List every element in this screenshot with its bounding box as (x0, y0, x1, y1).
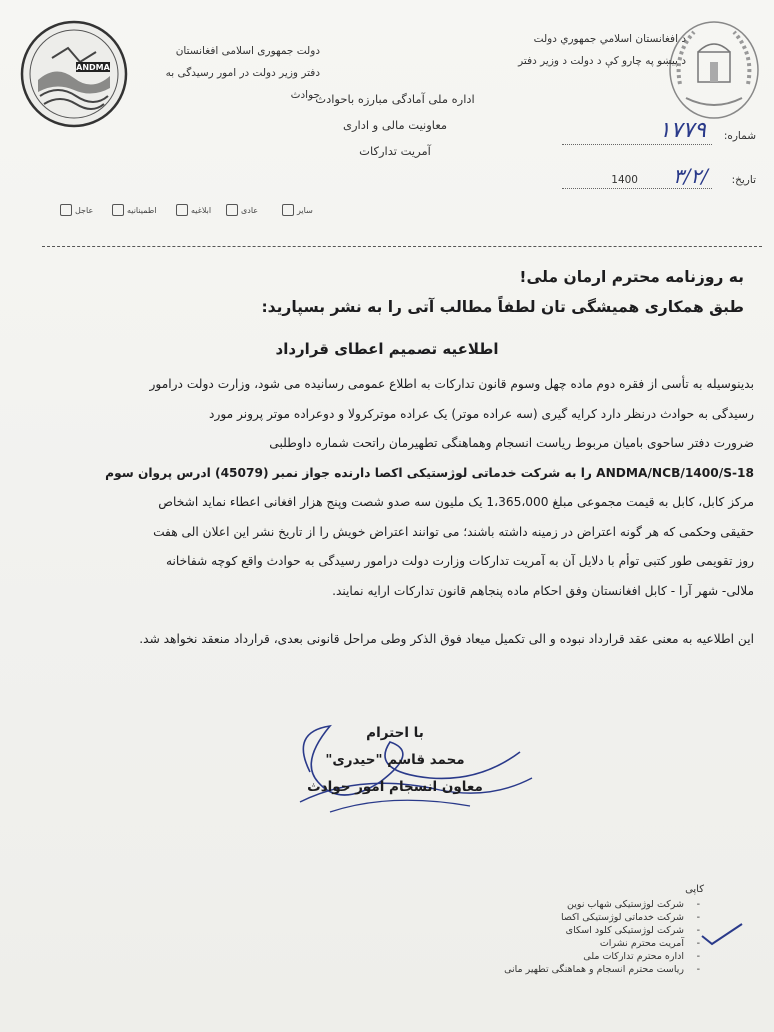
signature-greeting: با احترام (366, 725, 424, 741)
addressee: به روزنامه محترم ارمان ملی! (519, 268, 744, 286)
publication-request: طبق همکاری همیشگی تان لطفاً مطالب آتی را به نشر بسپارید: (261, 298, 744, 316)
body-line: ملالی- شهر آرا - کابل افغانستان وفق احکام ماده پنجاهم قانون تدارکات ارایه نمایند. (332, 583, 754, 598)
body-line: بدینوسیله به تأسی از فقره دوم ماده چهل وسوم قانون تدارکات به اطلاع عمومی رسانیده می شود، وزارت دولت درامور (149, 377, 754, 391)
checkbox-urgent[interactable] (60, 204, 93, 216)
addressee-block (44, 262, 744, 322)
checkbox-label: عادی (241, 205, 259, 215)
checkbox-label: اطمینانیه (127, 205, 157, 215)
signatory-title: معاون انسجام امور حوادث (307, 779, 483, 795)
classification-checkboxes (60, 204, 320, 224)
letter-subject: اطلاعیه تصمیم اعطای قرارداد (275, 340, 499, 358)
copy-recipient: - شرکت لوژستیکی شهاب نوین (444, 898, 684, 911)
closing-note: این اطلاعیه به معنی عقد قرارداد نبوده و الی تکمیل میعاد فوق الذکر وطی مراحل قانونی بعدی، قرارداد منعقد نخواهد شد. (139, 632, 754, 646)
department-name: اداره ملی آمادگی مبارزه باحوادث (315, 92, 475, 106)
andma-logo-icon (18, 18, 130, 130)
copy-recipient: - شرکت خدماتی لوژستیکی اکصا (444, 911, 684, 924)
date-handwritten: ۳/۲/ (673, 164, 708, 188)
copy-recipient: - آمریت محترم نشرات (444, 937, 684, 950)
header-right-line1: د افغانستان اسلامي جمهوري دولت (533, 33, 686, 45)
header-left-line2: دفتر وزیر دولت در امور رسیدگی به حوادث (165, 67, 320, 101)
copy-recipient: - ریاست محترم انسجام و هماهنگی تطهیر مانی (444, 963, 684, 976)
body-line: رسیدگی به حوادث درنظر دارد کرایه گیری (سه عراده موتر) یک عراده موترکرولا و دوعراده موتر پرونر مورد (209, 406, 754, 421)
letter-body (36, 370, 754, 606)
header-left-line1: دولت جمهوری اسلامی افغانستان (175, 45, 320, 57)
header-left (140, 40, 320, 106)
copy-recipient: - اداره محترم تدارکات ملی (444, 950, 684, 963)
reference-number: ۱۷۷۹ (658, 118, 706, 143)
signatory-name: محمد قاسم "حیدری" (325, 752, 465, 768)
header-right-line2: د پيښو په چارو کې د دولت د وزير دفتر (518, 55, 686, 67)
checkbox-assurance[interactable] (112, 204, 156, 216)
date-year: 1400 (611, 174, 638, 186)
copy-recipient: - شرکت لوژستیکی کلود اسکای (444, 924, 684, 937)
body-line: حقیقی وحکمی که هر گونه اعتراض در زمینه داشته باشند؛ می توانند اعتراض خویش را از تاریخ نشر این اعلان الی هفت (153, 524, 754, 539)
copies-title: کاپی (685, 884, 704, 895)
copies-list (444, 884, 684, 976)
checkbox-normal[interactable] (226, 204, 258, 216)
header-divider (42, 246, 762, 247)
body-line: مرکز کابل، کابل به قیمت مجموعی مبلغ 1،365،000 یک ملیون سه صدو شصت وپنج هزار افغانی اعطاء نماید اشخاص (158, 495, 754, 509)
header-center (300, 86, 490, 164)
date-row (536, 164, 756, 194)
body-line: روز تقویمی طور کتبی توأم با دلایل آن به آمریت تدارکات وزارت دولت درامور رسیدگی به حوادث واقع کوچه شفاخانه (165, 554, 754, 568)
date-label: تاریخ: (731, 174, 756, 186)
procurement-office: آمریت تدارکات (359, 144, 431, 158)
body-line: ضرورت دفتر ساحوی بامیان مربوط ریاست انسجام وهماهنگی تطهیرمان راتحت شماره داوطلبی (269, 436, 754, 450)
checkbox-label: عاجل (75, 205, 94, 215)
reference-number-row (536, 118, 756, 150)
deputy-office: معاونیت مالی و اداری (342, 118, 448, 132)
checkbox-other[interactable] (282, 204, 313, 216)
logo-text: ANDMA (76, 63, 110, 72)
checkbox-notice[interactable] (176, 204, 211, 216)
checkbox-label: ابلاغیه (191, 205, 212, 215)
reference-label: شماره: (723, 130, 756, 142)
body-line: ANDMA/NCB/1400/S-18 را به شرکت خدماتی لوژستیکی اکصا دارنده جواز نمبر (45079) ادرس پروان سوم (105, 465, 754, 480)
signature-block (250, 720, 540, 820)
checkmark-icon (700, 922, 744, 948)
checkbox-label: سایر (297, 205, 313, 215)
header-right (426, 28, 686, 72)
